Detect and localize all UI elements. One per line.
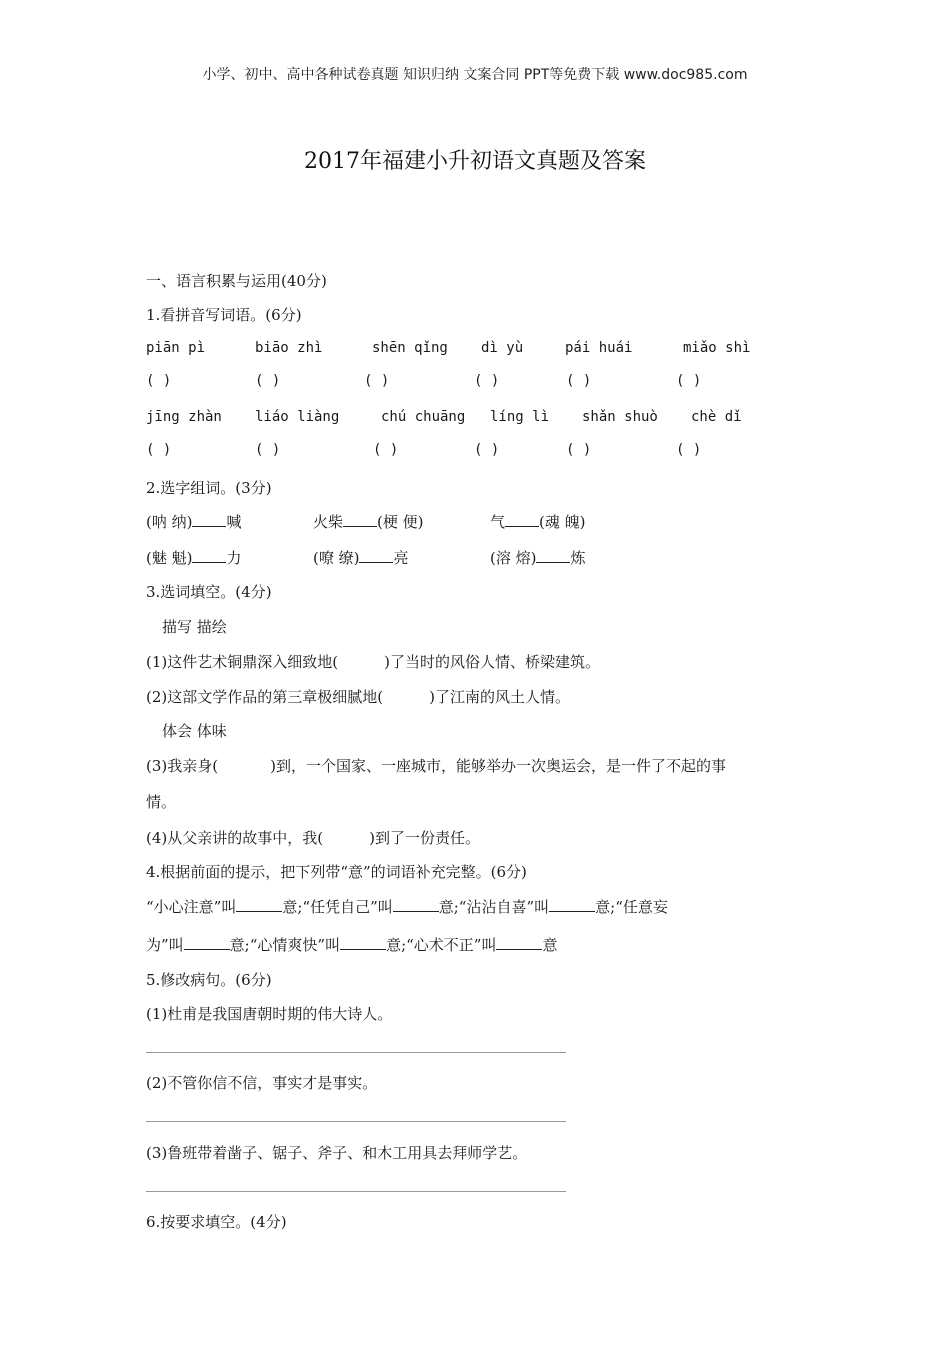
q5-item: (1)杜甫是我国唐朝时期的伟大诗人。	[146, 1005, 393, 1023]
answer-paren[interactable]: ( )	[255, 373, 281, 389]
blank[interactable]	[192, 512, 226, 527]
q2-item: (呐 纳) 喊	[146, 513, 242, 531]
answer-paren[interactable]: ( )	[676, 442, 702, 458]
pinyin-1: piān pì	[146, 340, 206, 356]
q3-sentence: (4)从父亲讲的故事中，我( )到了一份责任。	[146, 829, 480, 847]
pinyin-10: líng lì	[490, 409, 550, 425]
q5-item: (2)不管你信不信，事实才是事实。	[146, 1074, 378, 1092]
answer-paren[interactable]: ( )	[255, 442, 281, 458]
answer-paren[interactable]: ( )	[373, 442, 399, 458]
q5-item: (3)鲁班带着凿子、锯子、斧子、和木工用具去拜师学艺。	[146, 1144, 528, 1162]
pinyin-7: jīng zhàn	[146, 409, 222, 425]
q2-heading: 2.选字组词。(3分)	[146, 479, 272, 497]
word-choices: 体会 体味	[162, 722, 227, 740]
answer-paren[interactable]: ( )	[146, 373, 172, 389]
blank[interactable]	[343, 512, 377, 527]
blank[interactable]	[549, 897, 595, 912]
answer-line[interactable]	[146, 1121, 566, 1122]
q5-heading: 5.修改病句。(6分)	[146, 971, 272, 989]
answer-paren[interactable]: ( )	[474, 442, 500, 458]
section-heading: 一、语言积累与运用(40分)	[146, 272, 327, 290]
answer-line[interactable]	[146, 1191, 566, 1192]
blank[interactable]	[236, 897, 282, 912]
blank[interactable]	[184, 935, 230, 950]
q2-item: 气 (魂 魄)	[490, 513, 586, 531]
answer-paren[interactable]: ( )	[676, 373, 702, 389]
blank[interactable]	[393, 897, 439, 912]
pinyin-9: chú chuāng	[381, 409, 466, 425]
q3-sentence-cont: 情。	[146, 793, 177, 811]
word-choices: 描写 描绘	[162, 618, 227, 636]
q2-item: (魅 魁) 力	[146, 549, 242, 567]
answer-paren[interactable]: ( )	[146, 442, 172, 458]
answer-paren[interactable]: ( )	[364, 373, 390, 389]
blank[interactable]	[340, 935, 386, 950]
answer-paren[interactable]: ( )	[566, 442, 592, 458]
answer-paren[interactable]: ( )	[566, 373, 592, 389]
q6-heading: 6.按要求填空。(4分)	[146, 1213, 287, 1231]
pinyin-11: shǎn shuò	[582, 409, 658, 425]
blank[interactable]	[505, 512, 539, 527]
q3-sentence: (1)这件艺术铜鼎深入细致地( )了当时的风俗人情、桥梁建筑。	[146, 653, 600, 671]
pinyin-5: pái huái	[565, 340, 633, 356]
q1-heading: 1.看拼音写词语。(6分)	[146, 306, 302, 324]
q3-sentence: (3)我亲身( )到，一个国家、一座城市，能够举办一次奥运会，是一件了不起的事	[146, 757, 726, 775]
answer-line[interactable]	[146, 1052, 566, 1053]
blank[interactable]	[359, 548, 393, 563]
q2-item: (嘹 缭) 亮	[313, 549, 409, 567]
pinyin-2: biāo zhì	[255, 340, 323, 356]
blank[interactable]	[192, 548, 226, 563]
answer-paren[interactable]: ( )	[474, 373, 500, 389]
q2-item: (溶 熔) 炼	[490, 549, 586, 567]
q4-line: 为”叫 意;“心情爽快”叫 意;“心术不正”叫 意	[146, 936, 558, 954]
blank[interactable]	[536, 548, 570, 563]
page-header: 小学、初中、高中各种试卷真题 知识归纳 文案合同 PPT等免费下载 www.doc985.com	[202, 67, 748, 83]
pinyin-6: miǎo shì	[683, 340, 751, 356]
q3-sentence: (2)这部文学作品的第三章极细腻地( )了江南的风土人情。	[146, 688, 570, 706]
pinyin-8: liáo liàng	[255, 409, 340, 425]
q2-item: 火柴 (梗 便)	[313, 513, 424, 531]
q4-line: “小心注意”叫 意;“任凭自己”叫 意;“沾沾自喜”叫 意;“任意妄	[146, 898, 668, 916]
pinyin-12: chè dǐ	[691, 409, 742, 425]
document-title: 2017年福建小升初语文真题及答案	[304, 149, 646, 174]
q4-heading: 4.根据前面的提示，把下列带“意”的词语补充完整。(6分)	[146, 863, 527, 881]
pinyin-4: dì yù	[481, 340, 524, 356]
blank[interactable]	[496, 935, 542, 950]
pinyin-3: shēn qǐng	[372, 340, 448, 356]
q3-heading: 3.选词填空。(4分)	[146, 583, 272, 601]
